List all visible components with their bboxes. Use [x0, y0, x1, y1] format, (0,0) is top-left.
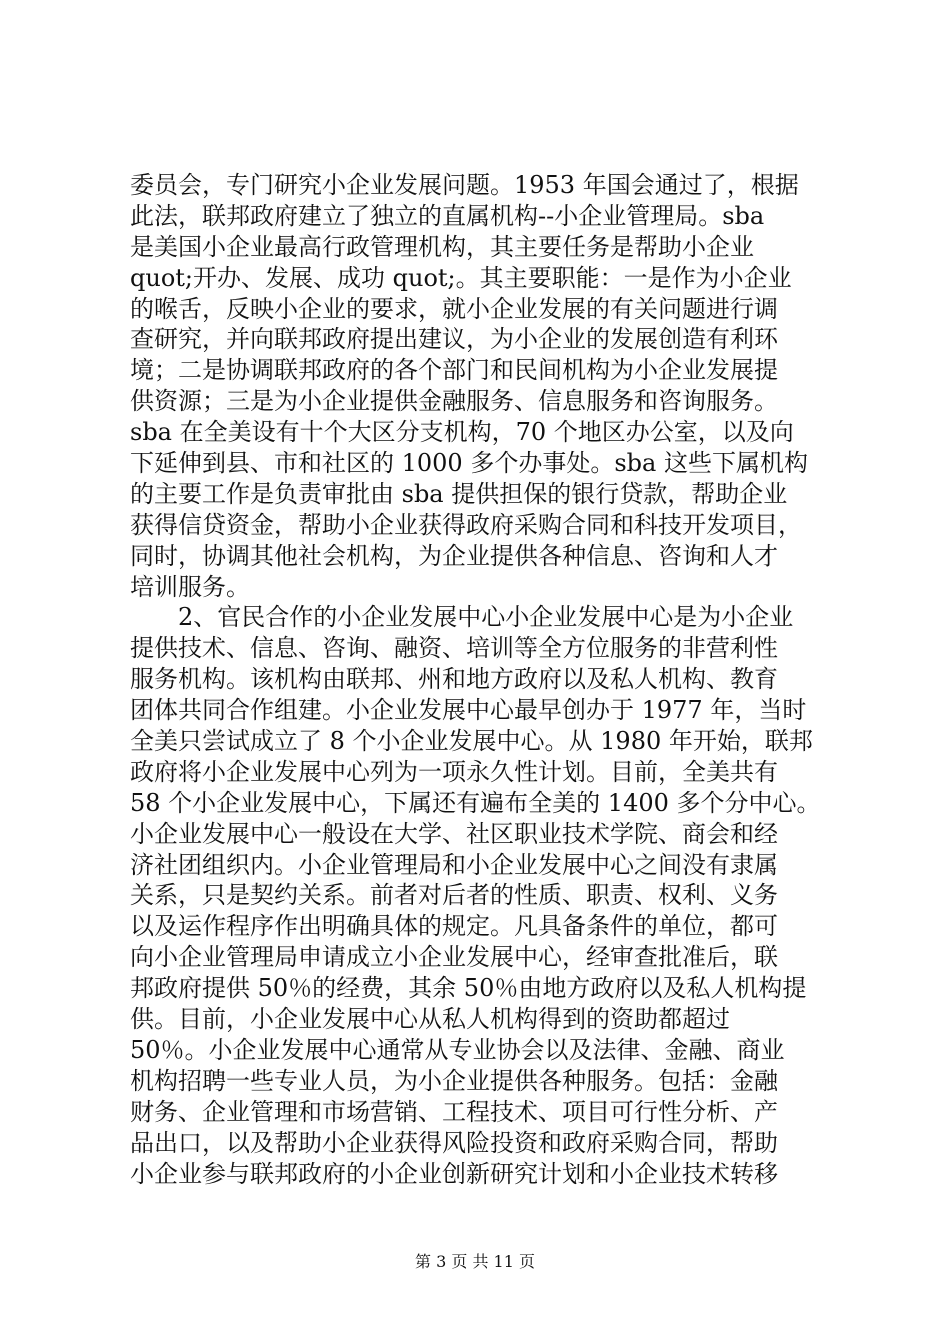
text-line: 邦政府提供 50％的经费，其余 50％由地方政府以及私人机构提: [130, 974, 807, 1003]
text-line: 全美只尝试成立了 8 个小企业发展中心。从 1980 年开始，联邦: [130, 727, 813, 756]
text-line: 是美国小企业最高行政管理机构，其主要任务是帮助小企业: [130, 232, 754, 261]
text-line: 58 个小企业发展中心，下属还有遍布全美的 1400 多个分中心。: [130, 788, 821, 817]
text-line: 同时，协调其他社会机构，为企业提供各种信息、咨询和人才: [130, 541, 778, 570]
text-line: 供。目前，小企业发展中心从私人机构得到的资助都超过: [130, 1005, 730, 1034]
text-line: 境；二是协调联邦政府的各个部门和民间机构为小企业发展提: [130, 356, 778, 385]
text-line: 向小企业管理局申请成立小企业发展中心，经审查批准后，联: [130, 943, 778, 972]
text-line: 关系，只是契约关系。前者对后者的性质、职责、权利、义务: [130, 881, 778, 910]
text-line: 财务、企业管理和市场营销、工程技术、项目可行性分析、产: [130, 1097, 778, 1126]
text-line: 小企业发展中心一般设在大学、社区职业技术学院、商会和经: [130, 819, 778, 848]
text-line: 机构招聘一些专业人员，为小企业提供各种服务。包括：金融: [130, 1066, 778, 1095]
text-line: quot;开办、发展、成功 quot;。其主要职能：一是作为小企业: [130, 263, 792, 292]
text-line: 培训服务。: [130, 572, 250, 601]
page-number-footer: 第 3 页 共 11 页: [415, 1252, 535, 1271]
text-line: 济社团组织内。小企业管理局和小企业发展中心之间没有隶属: [130, 850, 778, 879]
text-line: 服务机构。该机构由联邦、州和地方政府以及私人机构、教育: [130, 665, 778, 694]
text-line: 50％。小企业发展中心通常从专业协会以及法律、金融、商业: [130, 1035, 785, 1064]
text-line: 的主要工作是负责审批由 sba 提供担保的银行贷款，帮助企业: [130, 479, 788, 508]
text-line: 提供技术、信息、咨询、融资、培训等全方位服务的非营利性: [130, 634, 778, 663]
text-line: 下延伸到县、市和社区的 1000 多个办事处。sba 这些下属机构: [130, 449, 808, 478]
text-line: 获得信贷资金，帮助小企业获得政府采购合同和科技开发项目，: [130, 510, 802, 539]
text-line: 以及运作程序作出明确具体的规定。凡具备条件的单位，都可: [130, 912, 778, 941]
text-line: 查研究，并向联邦政府提出建议，为小企业的发展创造有利环: [130, 325, 778, 354]
text-line: 团体共同合作组建。小企业发展中心最早创办于 1977 年，当时: [130, 696, 807, 725]
text-line: 的喉舌，反映小企业的要求，就小企业发展的有关问题进行调: [130, 294, 778, 323]
document-body: [130, 170, 830, 1189]
text-line: 政府将小企业发展中心列为一项永久性计划。目前，全美共有: [130, 757, 778, 786]
text-line: 小企业参与联邦政府的小企业创新研究计划和小企业技术转移: [130, 1159, 778, 1188]
text-line: 此法，联邦政府建立了独立的直属机构--小企业管理局。sba: [130, 201, 765, 230]
text-line: 2、官民合作的小企业发展中心小企业发展中心是为小企业: [130, 603, 794, 632]
text-line: 品出口，以及帮助小企业获得风险投资和政府采购合同，帮助: [130, 1128, 778, 1157]
text-line: 供资源；三是为小企业提供金融服务、信息服务和咨询服务。: [130, 387, 778, 416]
text-line: sba 在全美设有十个大区分支机构，70 个地区办公室，以及向: [130, 418, 794, 447]
text-line: 委员会，专门研究小企业发展问题。1953 年国会通过了，根据: [130, 171, 799, 199]
